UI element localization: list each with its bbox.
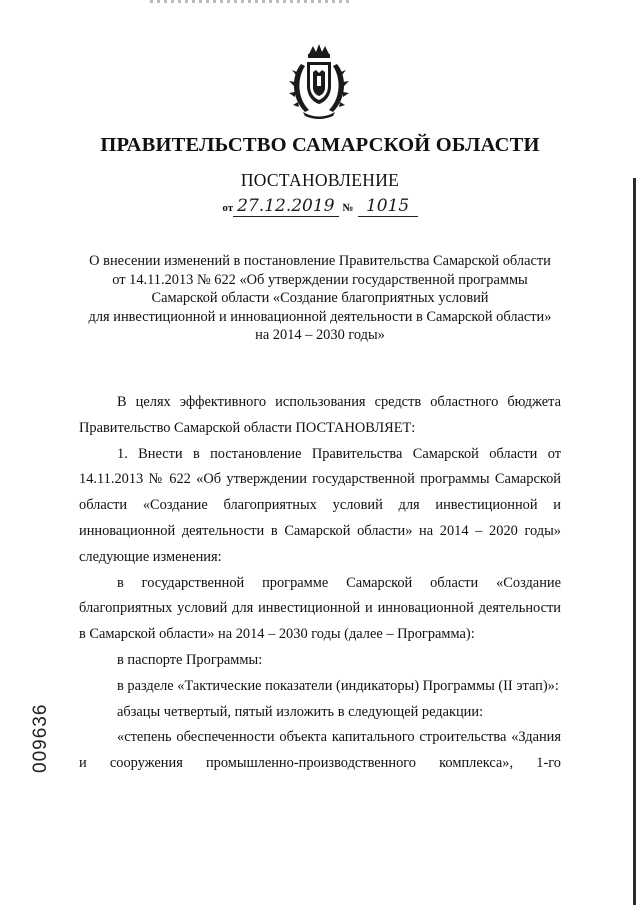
document-title — [60, 252, 580, 345]
body-paragraph: «степень обеспеченности объекта капитального строительства «Здания и сооружения промышленно-производственного комплекса», 1-го — [79, 729, 561, 772]
handwritten-number: 1015 — [358, 196, 418, 217]
document-body — [79, 390, 561, 777]
body-paragraph: в разделе «Тактические показатели (индикаторы) Программы (II этап)»: — [117, 677, 559, 694]
date-number-line — [0, 196, 640, 222]
body-paragraph: в паспорте Программы: — [117, 651, 263, 668]
document-type: ПОСТАНОВЛЕНИЕ — [240, 170, 400, 190]
coat-of-arms-icon — [283, 42, 355, 120]
body-paragraph: В целях эффективного использования средств областного бюджета Правительство Самарской области ПОСТАНОВЛЯЕТ: — [79, 394, 561, 436]
body-paragraph: абзацы четвертый, пятый изложить в следующей редакции: — [117, 703, 484, 720]
title-line: от 14.11.2013 № 622 «Об утверждении государственной программы — [112, 271, 528, 288]
title-line: на 2014 – 2030 годы» — [255, 327, 385, 343]
title-line: для инвестиционной и инновационной деятельности в Самарской области» — [88, 308, 552, 325]
body-paragraph: в государственной программе Самарской области «Создание благоприятных условий для инвестиционной и инновационной деятельности в Самарской области» на 2014 – 2030 годы (далее – Программа): — [79, 574, 561, 643]
number-label: № — [342, 202, 354, 214]
body-paragraph: 1. Внести в постановление Правительства Самарской области от 14.11.2013 № 622 «Об утверждении государственной программы Самарской области «Создание благоприятных условий для инвестиционной и инновационной деятельности в Самарской области» на 2014 – 2020 годы» следующие изменения: — [79, 445, 561, 565]
handwritten-date: 27.12.2019 — [233, 196, 338, 217]
title-line: Самарской области «Создание благоприятных условий — [151, 290, 489, 306]
government-title: ПРАВИТЕЛЬСТВО САМАРСКОЙ ОБЛАСТИ — [100, 134, 540, 156]
scan-artifact-top — [150, 0, 350, 3]
title-line: О внесении изменений в постановление Правительства Самарской области — [89, 253, 551, 269]
date-from-label: от — [222, 202, 234, 214]
registration-stamp-number: 009636 — [30, 703, 51, 773]
scan-edge-right — [633, 178, 636, 905]
